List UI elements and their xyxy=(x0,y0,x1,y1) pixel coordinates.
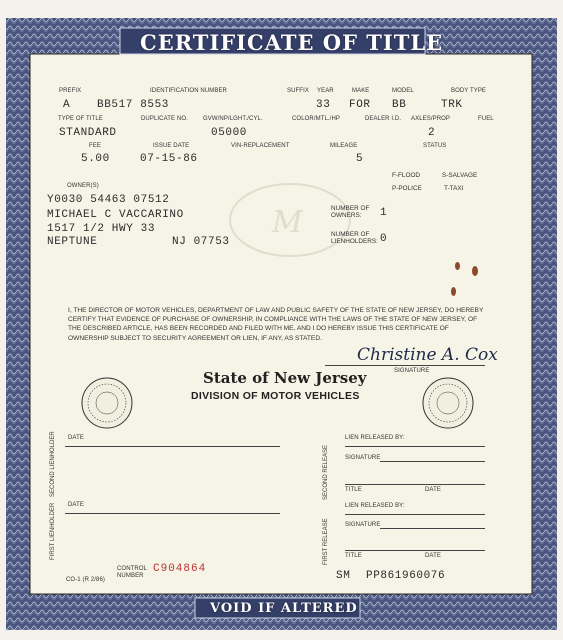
label-type-of-title: TYPE OF TITLE xyxy=(58,116,103,122)
title-line-first xyxy=(345,550,485,551)
state-name: State of New Jersey xyxy=(203,369,367,387)
value-fee: 5.00 xyxy=(81,153,110,165)
value-identification-number: BB517 8553 xyxy=(97,99,170,111)
label-date-release-second: DATE xyxy=(425,487,441,493)
legend-police: P-POLICE xyxy=(392,185,422,192)
label-signature-second: SIGNATURE xyxy=(345,455,381,461)
label-control: CONTROL xyxy=(117,566,148,572)
label-number-of-lienholders-b: LIENHOLDERS: xyxy=(331,238,378,245)
value-issue-date: 07-15-86 xyxy=(140,153,198,165)
value-number-of-lienholders: 0 xyxy=(380,233,388,245)
label-status: STATUS xyxy=(423,143,447,149)
legend-salvage: S-SALVAGE xyxy=(442,172,478,179)
label-second-lienholder: SECOND LIENHOLDER xyxy=(50,431,56,497)
legend-taxi: T-TAXI xyxy=(444,185,464,192)
signature-line xyxy=(325,365,485,366)
label-date-release-first: DATE xyxy=(425,553,441,559)
value-body-type: TRK xyxy=(441,99,463,111)
title-line-second xyxy=(345,484,485,485)
control-code: SM xyxy=(336,570,351,582)
value-type-of-title: STANDARD xyxy=(59,127,117,139)
stain-mark xyxy=(451,287,456,296)
label-number-of-owners-b: OWNERS: xyxy=(331,212,362,219)
stain-mark xyxy=(472,266,478,276)
value-prefix: A xyxy=(63,99,71,111)
label-vin-replacement: VIN-REPLACEMENT xyxy=(231,143,290,149)
owner-city: NEPTUNE xyxy=(47,236,98,248)
value-axles: 2 xyxy=(428,127,436,139)
label-signature: SIGNATURE xyxy=(394,368,430,374)
owner-line1: Y0030 54463 07512 xyxy=(47,194,170,206)
label-date-first: DATE xyxy=(68,502,84,508)
void-if-altered: VOID IF ALTERED xyxy=(210,601,358,616)
value-gvw: 05000 xyxy=(211,127,248,139)
legend-flood: F-FLOOD xyxy=(392,172,421,179)
date-line-first xyxy=(65,513,280,514)
left-seal xyxy=(82,378,132,428)
label-number-of-owners-a: NUMBER OF xyxy=(331,205,370,212)
value-number-of-owners: 1 xyxy=(380,207,388,219)
label-duplicate-no: DUPLICATE NO. xyxy=(141,116,188,122)
owner-state-zip: NJ 07753 xyxy=(172,236,230,248)
control-number: C904864 xyxy=(153,563,207,575)
value-make: FOR xyxy=(349,99,371,111)
director-signature: Christine A. Cox xyxy=(357,345,498,365)
label-title-second: TITLE xyxy=(345,487,362,493)
label-dealer-id: DEALER I.D. xyxy=(365,116,402,122)
division-name: DIVISION OF MOTOR VEHICLES xyxy=(191,390,360,402)
label-lien-released-by-second: LIEN RELEASED BY: xyxy=(345,435,405,441)
value-mileage: 5 xyxy=(356,153,364,165)
signature-line-first xyxy=(380,528,485,529)
date-line-second xyxy=(65,446,280,447)
certification-text: I, THE DIRECTOR OF MOTOR VEHICLES, DEPARTMENT OF LAW AND PUBLIC SAFETY OF THE STATE OF NEW JERSEY, DO HEREBY CERTIFY THAT EVIDENCE OF PURCHASE OF OWNERSHIP, IN COMPLIANCE WITH THE LAWS OF THE STATE OF NEW JERSEY, OF THE DESCRIBED ARTICLE, HAS BEEN RECORDED AND FILED WITH ME, AND I DO HEREBY ISSUE THIS CERTIFICATE OF OWNERSHIP SUBJECT TO SECURITY AGREEMENT OR LIEN, IF ANY, AS STATED. xyxy=(68,307,484,342)
label-owners: OWNER(S) xyxy=(67,183,99,189)
label-second-release: SECOND RELEASE xyxy=(323,444,329,500)
label-make: MAKE xyxy=(352,88,370,94)
release-line-first xyxy=(345,514,485,515)
label-first-release: FIRST RELEASE xyxy=(323,518,329,565)
label-lien-released-by-first: LIEN RELEASED BY: xyxy=(345,503,405,509)
label-model: MODEL xyxy=(392,88,414,94)
label-date-second: DATE xyxy=(68,435,84,441)
label-title-first: TITLE xyxy=(345,553,362,559)
label-mileage: MILEAGE xyxy=(330,143,358,149)
label-identification-number: IDENTIFICATION NUMBER xyxy=(150,88,227,94)
label-fee: FEE xyxy=(89,143,101,149)
label-number: NUMBER xyxy=(117,573,144,579)
owner-street: 1517 1/2 HWY 33 xyxy=(47,223,156,235)
label-color: COLOR/MTL./HP xyxy=(292,116,340,122)
release-line-second xyxy=(345,446,485,447)
label-axles: AXLES/PROP xyxy=(411,116,451,122)
label-signature-first: SIGNATURE xyxy=(345,522,381,528)
right-seal xyxy=(423,378,473,428)
signature-line-second xyxy=(380,461,485,462)
label-fuel: FUEL xyxy=(478,116,494,122)
form-number: CO-1 (R 2/86) xyxy=(66,577,105,583)
label-number-of-lienholders-a: NUMBER OF xyxy=(331,231,370,238)
stain-mark xyxy=(455,262,460,270)
value-year: 33 xyxy=(316,99,331,111)
label-year: YEAR xyxy=(317,88,334,94)
svg-text:M: M xyxy=(272,205,303,240)
label-first-lienholder: FIRST LIENHOLDER xyxy=(50,502,56,560)
control-serial: PP861960076 xyxy=(366,570,446,582)
document-title: CERTIFICATE OF TITLE xyxy=(140,30,444,55)
label-issue-date: ISSUE DATE xyxy=(153,143,190,149)
owner-name: MICHAEL C VACCARINO xyxy=(47,209,184,221)
value-model: BB xyxy=(392,99,407,111)
label-gvw: GVW/NP/LGHT./CYL. xyxy=(203,116,263,122)
label-suffix: SUFFIX xyxy=(287,88,309,94)
label-body-type: BODY TYPE xyxy=(451,88,487,94)
label-prefix: PREFIX xyxy=(59,88,82,94)
